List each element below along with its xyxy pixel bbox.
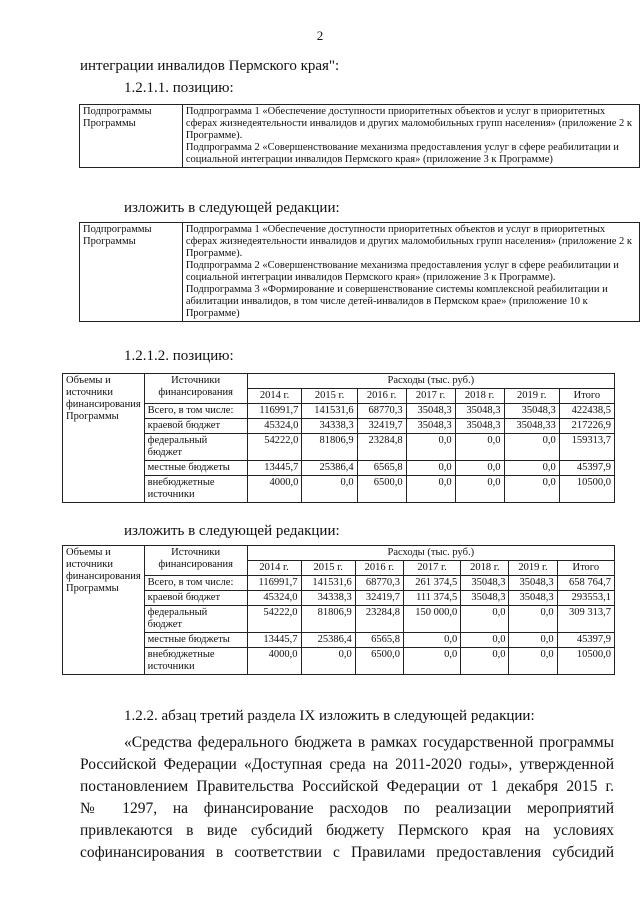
year-header: 2019 г. bbox=[509, 561, 557, 576]
source-label: местные бюджеты bbox=[144, 461, 247, 476]
source-label: краевой бюджет bbox=[144, 419, 247, 434]
section-122-heading: 1.2.2. абзац третий раздела IX изложить в следующей редакции: bbox=[124, 708, 535, 724]
year-header: 2016 г. bbox=[355, 561, 403, 576]
page-number: 2 bbox=[316, 28, 324, 43]
table-cell: 0,0 bbox=[301, 648, 355, 675]
table-cell: 159313,7 bbox=[559, 434, 614, 461]
table-cell: 81806,9 bbox=[302, 434, 357, 461]
table-cell: 658 764,7 bbox=[557, 576, 614, 591]
table-cell: 45324,0 bbox=[247, 419, 302, 434]
total-header: Итого bbox=[557, 561, 614, 576]
programs-table-new bbox=[79, 222, 640, 322]
table-cell: 23284,8 bbox=[355, 606, 403, 633]
table-cell: 25386,4 bbox=[302, 461, 357, 476]
table-cell: 111 374,5 bbox=[403, 591, 460, 606]
table-cell: 0,0 bbox=[406, 476, 455, 503]
body-line: № 1297, на финансирование расходов по реализации мероприятий bbox=[80, 800, 614, 817]
table-cell: 6565,8 bbox=[357, 461, 406, 476]
table-cell: 0,0 bbox=[406, 461, 455, 476]
financing-table-new bbox=[62, 545, 615, 675]
source-label: внебюджетные источники bbox=[144, 648, 247, 675]
table-cell: 35048,3 bbox=[406, 404, 455, 419]
table-cell: 0,0 bbox=[406, 434, 455, 461]
source-label: краевой бюджет bbox=[144, 591, 247, 606]
programs-label: Подпрограммы Программы bbox=[80, 105, 183, 168]
table-cell: 6565,8 bbox=[355, 633, 403, 648]
table-cell: 54222,0 bbox=[247, 434, 302, 461]
table-cell: 35048,3 bbox=[455, 404, 504, 419]
edit-instruction-1: изложить в следующей редакции: bbox=[124, 200, 340, 216]
section-1212-heading: 1.2.1.2. позицию: bbox=[124, 348, 234, 364]
body-line: Российской Федерации «Доступная среда на 2011-2020 годы», утвержденной bbox=[80, 756, 614, 773]
table-cell: 6500,0 bbox=[355, 648, 403, 675]
table-cell: 0,0 bbox=[455, 434, 504, 461]
table-cell: 45324,0 bbox=[247, 591, 301, 606]
table-cell: 116991,7 bbox=[247, 404, 302, 419]
table-cell: 422438,5 bbox=[559, 404, 614, 419]
year-header: 2014 г. bbox=[247, 561, 301, 576]
source-label: Всего, в том числе: bbox=[144, 576, 247, 591]
year-header: 2018 г. bbox=[461, 561, 509, 576]
body-line: «Средства федерального бюджета в рамках государственной программы bbox=[124, 734, 614, 751]
table-cell: 45397,9 bbox=[559, 461, 614, 476]
table-cell: 34338,3 bbox=[302, 419, 357, 434]
table-cell: 0,0 bbox=[504, 476, 559, 503]
sources-header: Источники финансирования bbox=[144, 374, 247, 404]
source-label: внебюджетные источники bbox=[144, 476, 247, 503]
programs-content bbox=[182, 105, 639, 168]
year-header: 2017 г. bbox=[406, 389, 455, 404]
table-cell: 10500,0 bbox=[559, 476, 614, 503]
table-cell: 35048,3 bbox=[406, 419, 455, 434]
year-header: 2019 г. bbox=[504, 389, 559, 404]
program-item: Подпрограмма 1 «Обеспечение доступности приоритетных объектов и услуг в приоритетных сферах жизнедеятельности инвалидов и других маломобильных групп населения» (приложение 2 к Программе). bbox=[185, 106, 633, 141]
table-cell: 0,0 bbox=[461, 633, 509, 648]
body-line: привлекаются в виде субсидий бюджету Пермского края на условиях bbox=[80, 822, 614, 839]
table-cell: 0,0 bbox=[504, 461, 559, 476]
programs-content bbox=[182, 223, 639, 322]
table-cell: 261 374,5 bbox=[403, 576, 460, 591]
table-cell: 0,0 bbox=[403, 648, 460, 675]
table-cell: 0,0 bbox=[302, 476, 357, 503]
section-1211-heading: 1.2.1.1. позицию: bbox=[124, 80, 234, 96]
table-cell: 13445,7 bbox=[247, 633, 301, 648]
body-paragraph bbox=[80, 732, 614, 864]
table-cell: 141531,6 bbox=[301, 576, 355, 591]
table-cell: 0,0 bbox=[461, 648, 509, 675]
table-cell: 0,0 bbox=[403, 633, 460, 648]
table-cell: 35048,3 bbox=[509, 591, 557, 606]
table-cell: 10500,0 bbox=[557, 648, 614, 675]
table-cell: 0,0 bbox=[509, 633, 557, 648]
programs-label: Подпрограммы Программы bbox=[80, 223, 183, 322]
table-cell: 116991,7 bbox=[247, 576, 301, 591]
total-header: Итого bbox=[559, 389, 614, 404]
program-item: Подпрограмма 2 «Совершенствование механизма предоставления услуг в сфере реабилитации и социальной интеграции инвалидов Пермского края» (приложение 3 к Программе) bbox=[185, 142, 619, 165]
table-cell: 0,0 bbox=[509, 648, 557, 675]
intro-line: интеграции инвалидов Пермского края": bbox=[80, 58, 340, 74]
edit-instruction-2: изложить в следующей редакции: bbox=[124, 523, 340, 539]
year-header: 2018 г. bbox=[455, 389, 504, 404]
year-header: 2016 г. bbox=[357, 389, 406, 404]
table-cell: 4000,0 bbox=[247, 476, 302, 503]
source-label: федеральный бюджет bbox=[144, 606, 247, 633]
table-cell: 54222,0 bbox=[247, 606, 301, 633]
financing-table-old bbox=[62, 373, 615, 503]
table-cell: 45397,9 bbox=[557, 633, 614, 648]
table-cell: 35048,3 bbox=[461, 591, 509, 606]
table-cell: 150 000,0 bbox=[403, 606, 460, 633]
year-header: 2015 г. bbox=[301, 561, 355, 576]
table-cell: 35048,3 bbox=[461, 576, 509, 591]
table-cell: 4000,0 bbox=[247, 648, 301, 675]
program-item: Подпрограмма 3 «Формирование и совершенствование системы комплексной реабилитации и абилитации инвалидов, в том числе детей-инвалидов в Пермском крае» (приложение 10 к Программе) bbox=[185, 284, 608, 319]
table-cell: 32419,7 bbox=[355, 591, 403, 606]
table-cell: 293553,1 bbox=[557, 591, 614, 606]
year-header: 2017 г. bbox=[403, 561, 460, 576]
table-cell: 141531,6 bbox=[302, 404, 357, 419]
source-label: федеральный бюджет bbox=[144, 434, 247, 461]
table-cell: 0,0 bbox=[504, 434, 559, 461]
body-line: постановлением Правительства Российской Федерации от 1 декабря 2015 г. bbox=[80, 778, 614, 795]
table-cell: 23284,8 bbox=[357, 434, 406, 461]
year-header: 2015 г. bbox=[302, 389, 357, 404]
table-cell: 35048,33 bbox=[504, 419, 559, 434]
program-item: Подпрограмма 1 «Обеспечение доступности приоритетных объектов и услуг в приоритетных сферах жизнедеятельности инвалидов и других маломобильных групп населения» (приложение 2 к Программе). bbox=[185, 224, 633, 259]
table-cell: 0,0 bbox=[461, 606, 509, 633]
table-cell: 35048,3 bbox=[455, 419, 504, 434]
table-cell: 35048,3 bbox=[509, 576, 557, 591]
table-cell: 81806,9 bbox=[301, 606, 355, 633]
table-cell: 0,0 bbox=[455, 476, 504, 503]
table-cell: 217226,9 bbox=[559, 419, 614, 434]
table-cell: 35048,3 bbox=[504, 404, 559, 419]
year-header: 2014 г. bbox=[247, 389, 302, 404]
financing-label: Объемы и источники финансирования Программы bbox=[63, 374, 145, 503]
body-line: софинансирования в соответствии с Правилами предоставления субсидий bbox=[80, 844, 614, 861]
table-cell: 0,0 bbox=[455, 461, 504, 476]
table-cell: 13445,7 bbox=[247, 461, 302, 476]
table-cell: 6500,0 bbox=[357, 476, 406, 503]
table-cell: 0,0 bbox=[509, 606, 557, 633]
table-cell: 68770,3 bbox=[355, 576, 403, 591]
source-label: местные бюджеты bbox=[144, 633, 247, 648]
sources-header: Источники финансирования bbox=[144, 546, 247, 576]
table-cell: 32419,7 bbox=[357, 419, 406, 434]
program-item: Подпрограмма 2 «Совершенствование механизма предоставления услуг в сфере реабилитации и социальной интеграции инвалидов Пермского края» (приложение 3 к Программе). bbox=[185, 260, 619, 283]
programs-table-old bbox=[79, 104, 640, 168]
source-label: Всего, в том числе: bbox=[144, 404, 247, 419]
expenses-header: Расходы (тыс. руб.) bbox=[247, 374, 614, 389]
table-cell: 25386,4 bbox=[301, 633, 355, 648]
table-cell: 68770,3 bbox=[357, 404, 406, 419]
table-cell: 34338,3 bbox=[301, 591, 355, 606]
table-cell: 309 313,7 bbox=[557, 606, 614, 633]
expenses-header: Расходы (тыс. руб.) bbox=[247, 546, 614, 561]
financing-label: Объемы и источники финансирования Программы bbox=[63, 546, 145, 675]
